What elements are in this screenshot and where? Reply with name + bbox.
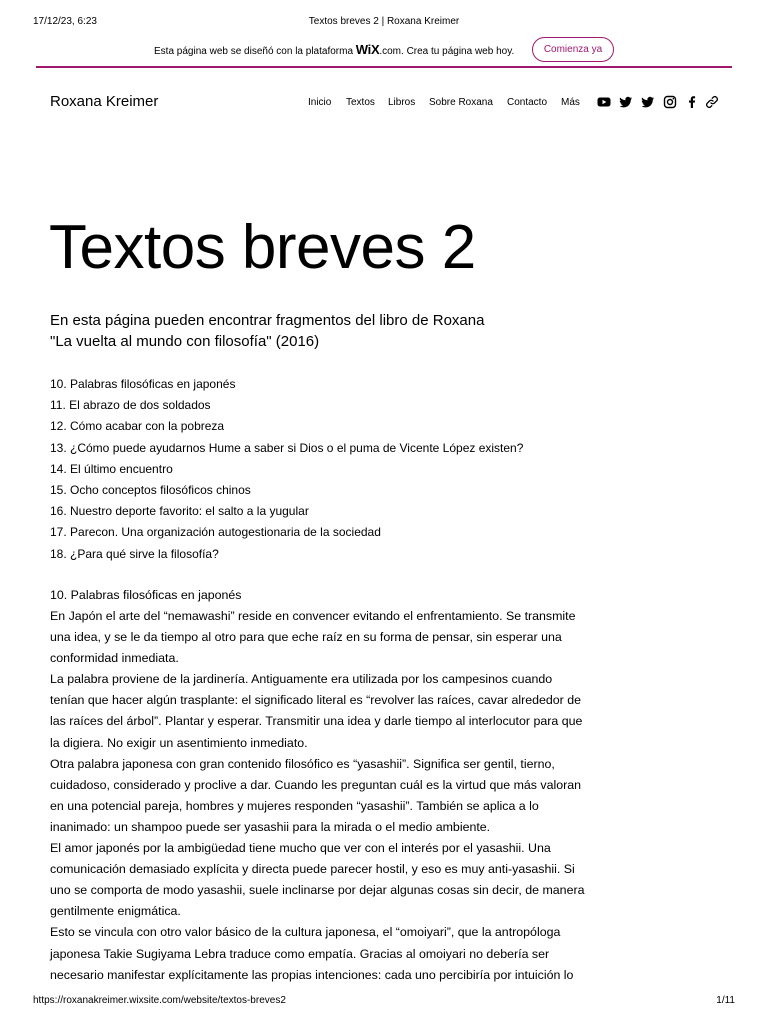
wix-banner-text-before: Esta página web se diseñó con la plataforma [154, 46, 356, 57]
paragraph-line: conformidad inmediata. [50, 651, 179, 666]
paragraph-line: comunicación demasiado explícita y directa puede parecer hostil, y eso es muy anti-yasashii. Si [50, 862, 575, 877]
paragraph-line: tenían que hacer algún trasplante: el significado literal es “revolver las raíces, cavar alrededor de [50, 693, 582, 708]
toc-item[interactable]: 15. Ocho conceptos filosóficos chinos [50, 482, 251, 497]
wix-banner-text-after: . Crea tu página web hoy. [401, 46, 515, 57]
paragraph-line: El amor japonés por la ambigüedad tiene mucho que ver con el interés por el yasashii. Una [50, 841, 551, 856]
print-page-title: Textos breves 2 | Roxana Kreimer [308, 16, 460, 27]
intro-line: "La vuelta al mundo con filosofía" (2016) [50, 333, 320, 350]
start-now-button[interactable]: Comienza ya [532, 37, 614, 62]
paragraph-line: la digiera. No exigir un asentimiento inmediato. [50, 735, 308, 750]
nav-item-sobre-roxana[interactable]: Sobre Roxana [429, 97, 493, 108]
paragraph-line: Esto se vincula con otro valor básico de la cultura japonesa, el “omoiyari”, que la antropóloga [50, 925, 561, 940]
wix-logo-suffix: .com [379, 46, 402, 57]
toc-item[interactable]: 11. El abrazo de dos soldados [50, 398, 211, 413]
print-page-number: 1/11 [716, 995, 735, 1006]
twitter-icon[interactable] [619, 95, 633, 109]
toc-item[interactable]: 14. El último encuentro [50, 461, 173, 476]
twitter-icon[interactable] [641, 95, 655, 109]
paragraph-line: gentilmente enigmática. [50, 904, 181, 919]
wix-banner-message [154, 42, 514, 57]
youtube-icon[interactable] [597, 95, 611, 109]
page-title: Textos breves 2 [49, 213, 476, 282]
paragraph-line: una idea, y se le da tiempo al otro para que eche raíz en su forma de pensar, sin esperar una [50, 630, 562, 645]
instagram-icon[interactable] [663, 95, 677, 109]
banner-divider [36, 66, 732, 68]
nav-item-textos[interactable]: Textos [346, 97, 375, 108]
page-intro [50, 310, 550, 352]
toc-item[interactable]: 13. ¿Cómo puede ayudarnos Hume a saber si Dios o el puma de Vicente López existen? [50, 440, 524, 455]
site-logo-text[interactable]: Roxana Kreimer [50, 93, 159, 110]
print-url: https://roxanakreimer.wixsite.com/website/textos-breves2 [33, 995, 286, 1006]
toc-item[interactable]: 18. ¿Para qué sirve la filosofía? [50, 546, 219, 561]
paragraph-line: La palabra proviene de la jardinería. Antiguamente era utilizada por los campesinos cuando [50, 672, 553, 687]
article-section [50, 585, 615, 986]
paragraph-line: inanimado: un shampoo puede ser yasashii para la mirada o el medio ambiente. [50, 819, 491, 834]
nav-item-mas[interactable]: Más [561, 97, 580, 108]
toc-item[interactable]: 10. Palabras filosóficas en japonés [50, 377, 236, 391]
paragraph-line: cuidadoso, considerado y proclive a dar. Cuando les preguntan cuál es la virtud que más valoran [50, 777, 582, 792]
toc-item[interactable]: 16. Nuestro deporte favorito: el salto a la yugular [50, 504, 309, 519]
paragraph-line: uno se comporta de modo yasashii, suele inclinarse por dejar algunas cosas sin decir, de manera [50, 883, 585, 898]
print-footer [33, 995, 735, 1009]
paragraph-line: necesario manifestar explícitamente las propias intenciones: cada uno percibiría por intuición lo [50, 967, 574, 982]
print-datetime: 17/12/23, 6:23 [33, 16, 97, 27]
paragraph-line: japonesa Takie Sugiyama Lebra traduce como empatía. Gracias al omoiyari no debería ser [50, 946, 550, 961]
wix-logo[interactable]: WiX [355, 42, 380, 57]
facebook-icon[interactable] [685, 95, 699, 109]
link-icon[interactable] [705, 95, 719, 109]
paragraph-line: las raíces del árbol”. Plantar y esperar. Transmitir una idea y darle tiempo al interlocutor para que [50, 714, 583, 729]
paragraph-line: En Japón el arte del “nemawashi” reside en convencer evitando el enfrentamiento. Se transmite [50, 609, 576, 623]
wix-banner [36, 37, 732, 65]
toc-item[interactable]: 17. Parecon. Una organización autogestionaria de la sociedad [50, 525, 381, 540]
toc-item[interactable]: 12. Cómo acabar con la pobreza [50, 419, 225, 434]
nav-item-contacto[interactable]: Contacto [507, 97, 548, 108]
section-title: 10. Palabras filosóficas en japonés [50, 588, 242, 602]
paragraph-line: en una potencial pareja, hombres y mujeres responden “yasashii”. También se aplica a lo [50, 798, 539, 813]
table-of-contents [50, 374, 523, 565]
intro-line: En esta página pueden encontrar fragmentos del libro de Roxana [50, 312, 485, 329]
nav-item-libros[interactable]: Libros [388, 97, 416, 108]
nav-item-inicio[interactable]: Inicio [308, 97, 332, 108]
paragraph-line: Otra palabra japonesa con gran contenido filosófico es “yasashii”. Significa ser gentil, tierno, [50, 756, 555, 771]
print-header [33, 16, 735, 30]
